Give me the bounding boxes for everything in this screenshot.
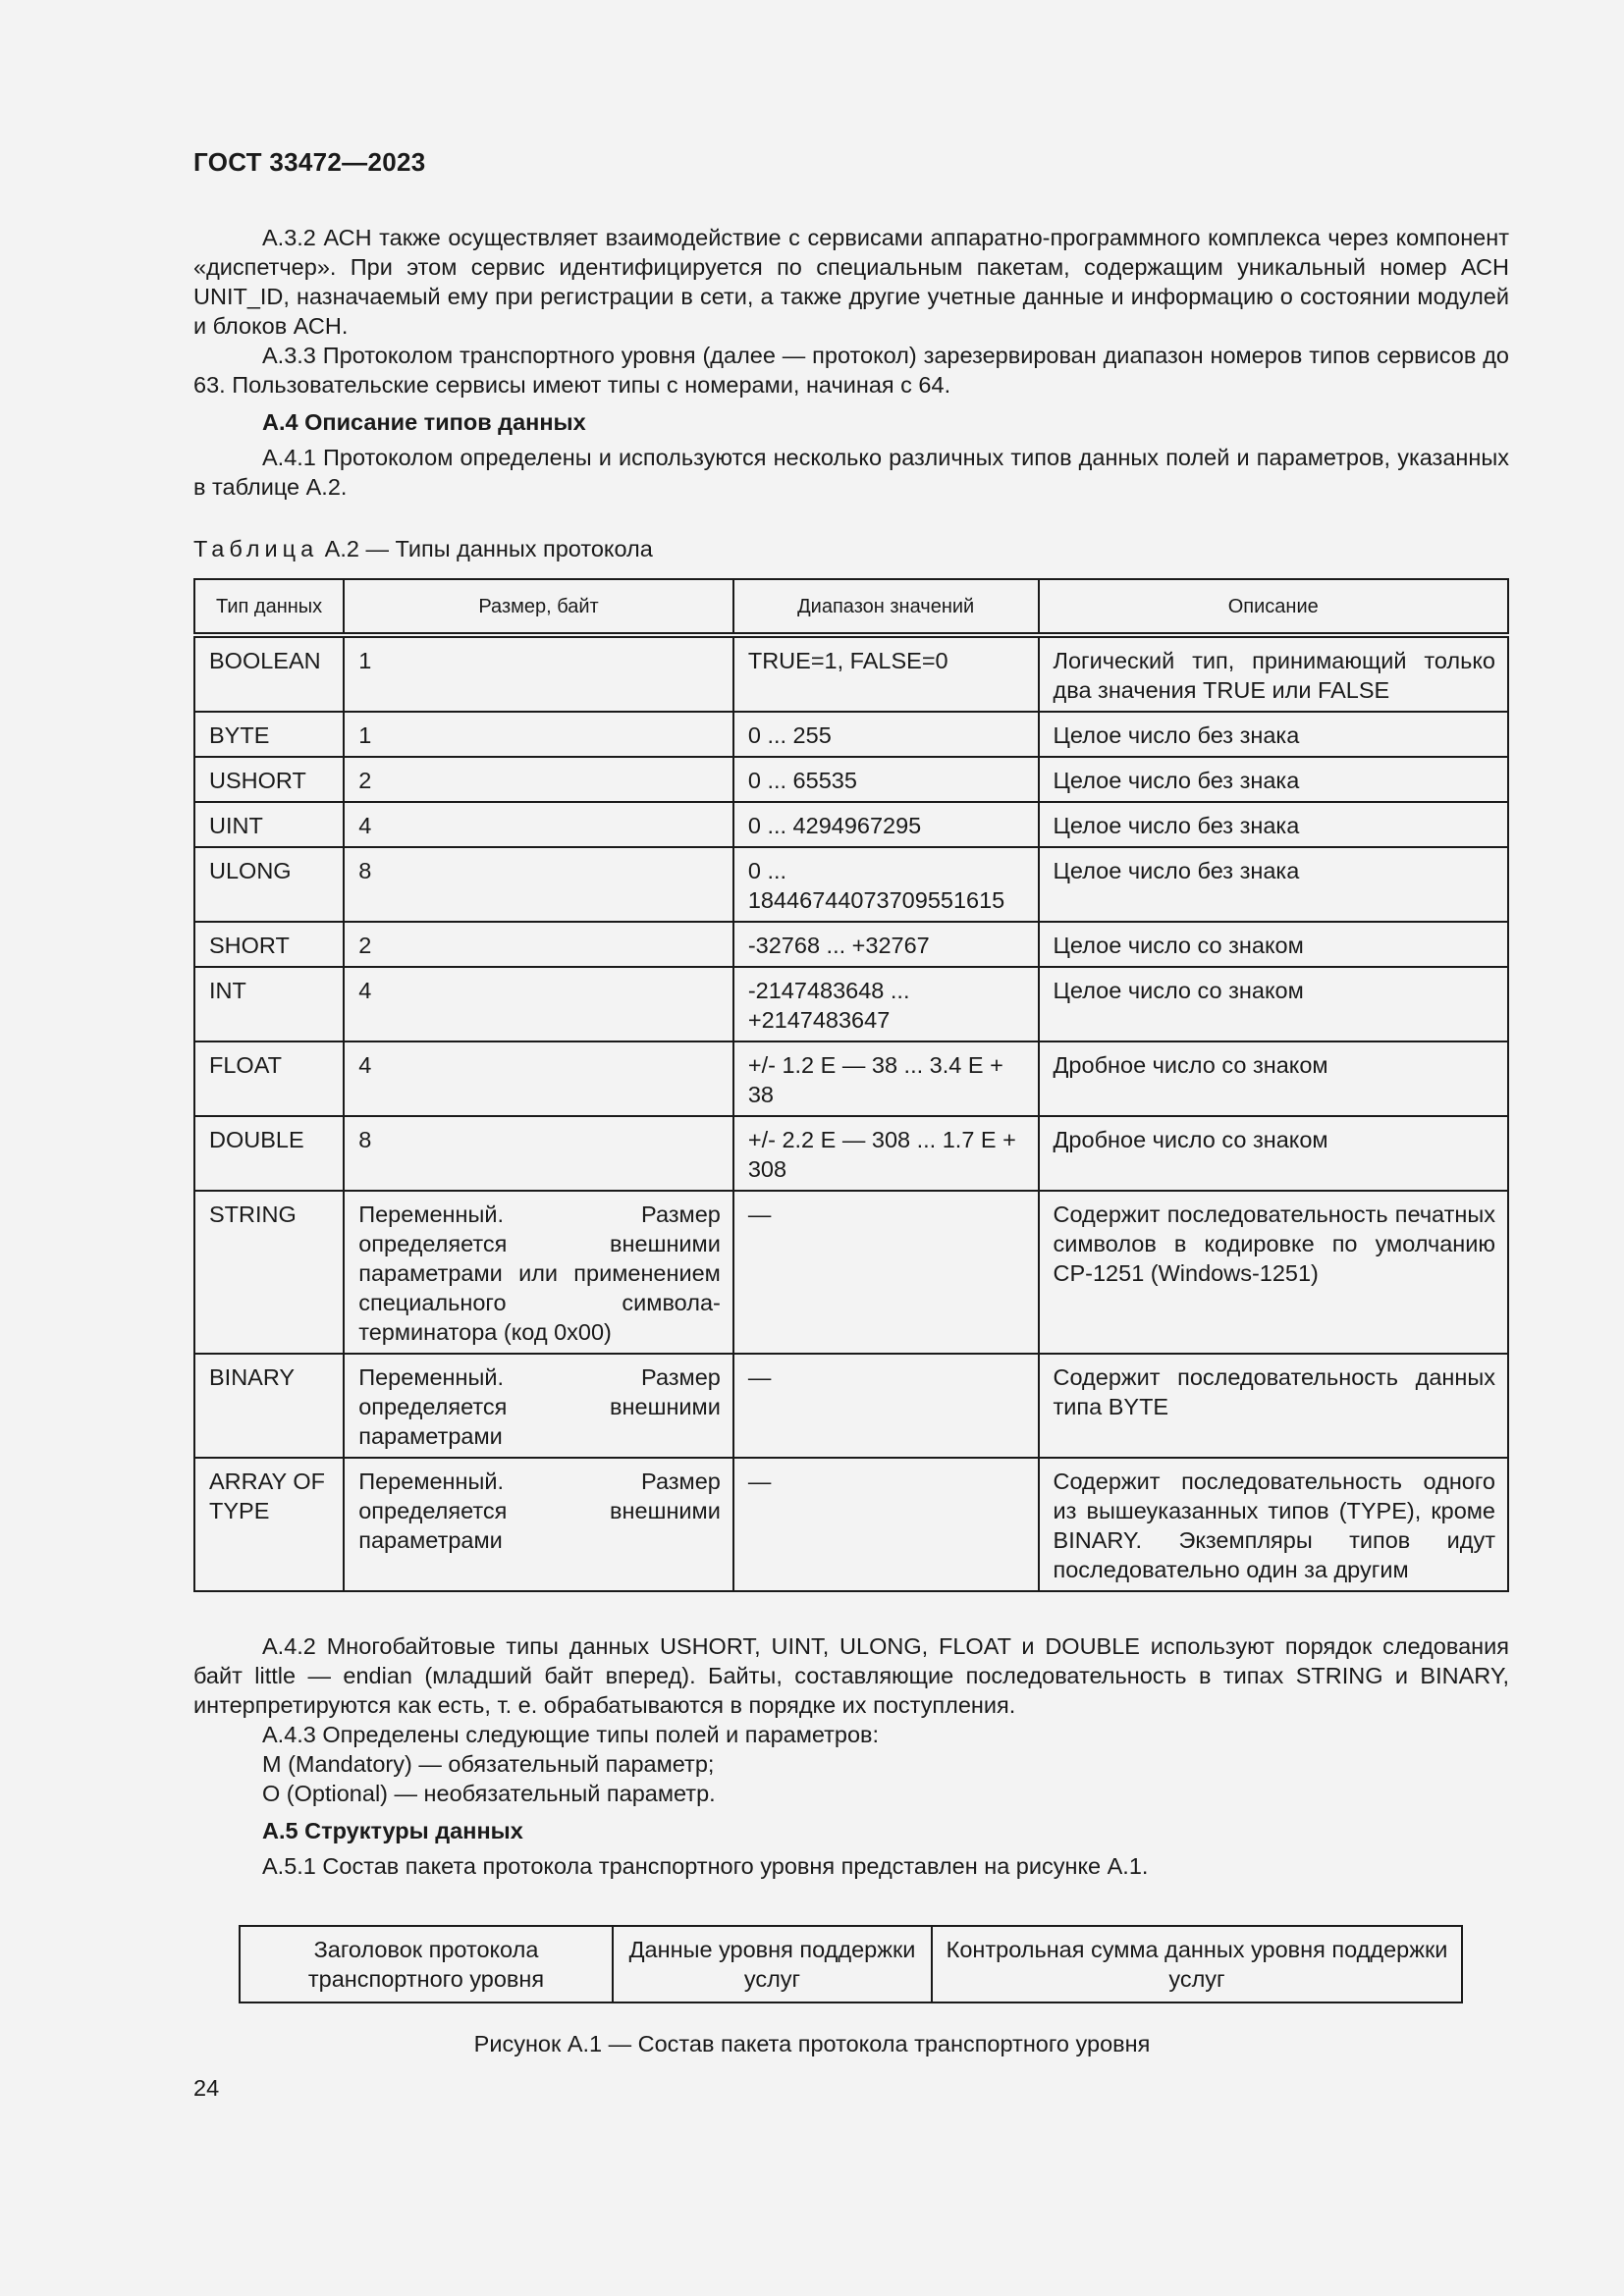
table-row bbox=[194, 1191, 1508, 1354]
cell-size: Переменный. Размер определяется внешними параметрами bbox=[344, 1354, 733, 1458]
cell-range: 0 ... 4294967295 bbox=[733, 802, 1039, 847]
cell-type: SHORT bbox=[194, 922, 344, 967]
cell-description: Целое число без знака bbox=[1039, 757, 1508, 802]
header-range: Диапазон значений bbox=[733, 579, 1039, 635]
cell-range: -2147483648 ... +2147483647 bbox=[733, 967, 1039, 1041]
cell-description: Целое число со знаком bbox=[1039, 922, 1508, 967]
cell-range: 0 ... 255 bbox=[733, 712, 1039, 757]
paragraph-a41: А.4.1 Протоколом определены и используются несколько различных типов данных полей и параметров, указанных в таблице А.2. bbox=[193, 445, 1509, 500]
cell-size: Переменный. Размер определяется внешними параметрами или применением специального символа-терминатора (код 0x00) bbox=[344, 1191, 733, 1354]
cell-type: INT bbox=[194, 967, 344, 1041]
section-heading-a4: А.4 Описание типов данных bbox=[262, 409, 586, 435]
cell-description: Целое число без знака bbox=[1039, 847, 1508, 922]
table-row bbox=[194, 1116, 1508, 1191]
header-type: Тип данных bbox=[194, 579, 344, 635]
cell-size: 2 bbox=[344, 757, 733, 802]
cell-size: 4 bbox=[344, 1041, 733, 1116]
paragraph-a32: А.3.2 АСН также осуществляет взаимодействие с сервисами аппаратно-программного комплекса через компонент «диспетчер». При этом сервис идентифицируется по специальным пакетам, содержащим уникальный номер АСН UNIT_ID, назначаемый ему при регистрации в сети, а также другие учетные данные и информацию о состоянии модулей и блоков АСН. bbox=[193, 225, 1509, 339]
page-number: 24 bbox=[193, 2075, 220, 2101]
cell-type: ARRAY OF TYPE bbox=[194, 1458, 344, 1591]
cell-range: — bbox=[733, 1458, 1039, 1591]
cell-size: 1 bbox=[344, 635, 733, 712]
cell-type: FLOAT bbox=[194, 1041, 344, 1116]
cell-description: Дробное число со знаком bbox=[1039, 1116, 1508, 1191]
paragraph-a33: А.3.3 Протоколом транспортного уровня (далее — протокол) зарезервирован диапазон номеров типов сервисов до 63. Пользовательские сервисы имеют типы с номерами, начиная с 64. bbox=[193, 343, 1509, 398]
cell-range: 0 ... 65535 bbox=[733, 757, 1039, 802]
table-body bbox=[194, 635, 1508, 1591]
table-row bbox=[194, 635, 1508, 712]
figure-caption: Рисунок А.1 — Состав пакета протокола транспортного уровня bbox=[473, 2031, 1151, 2056]
figure-cell-checksum: Контрольная сумма данных уровня поддержки услуг bbox=[932, 1926, 1462, 2002]
paragraph-a43: А.4.3 Определены следующие типы полей и параметров: bbox=[262, 1722, 880, 1747]
cell-description: Содержит последовательность одного из вышеуказанных типов (TYPE), кроме BINARY. Экземпляры типов идут последовательно один за другим bbox=[1039, 1458, 1508, 1591]
cell-description: Дробное число со знаком bbox=[1039, 1041, 1508, 1116]
cell-size: Переменный. Размер определяется внешними параметрами bbox=[344, 1458, 733, 1591]
table-row bbox=[194, 1458, 1508, 1591]
cell-description: Содержит последовательность данных типа BYTE bbox=[1039, 1354, 1508, 1458]
cell-description: Целое число без знака bbox=[1039, 802, 1508, 847]
paragraph-a51: А.5.1 Состав пакета протокола транспортного уровня представлен на рисунке А.1. bbox=[262, 1853, 1149, 1879]
table-row bbox=[194, 757, 1508, 802]
cell-description: Целое число без знака bbox=[1039, 712, 1508, 757]
table-row bbox=[194, 712, 1508, 757]
table-row bbox=[194, 1041, 1508, 1116]
cell-size: 4 bbox=[344, 802, 733, 847]
table-row bbox=[194, 922, 1508, 967]
cell-size: 8 bbox=[344, 1116, 733, 1191]
data-types-table bbox=[193, 578, 1509, 1592]
cell-type: STRING bbox=[194, 1191, 344, 1354]
intro-section bbox=[193, 223, 1509, 502]
cell-size: 8 bbox=[344, 847, 733, 922]
packet-structure-figure bbox=[239, 1925, 1463, 2003]
cell-range: +/- 2.2 E — 308 ... 1.7 E + 308 bbox=[733, 1116, 1039, 1191]
cell-type: DOUBLE bbox=[194, 1116, 344, 1191]
cell-range: +/- 1.2 E — 38 ... 3.4 E + 38 bbox=[733, 1041, 1039, 1116]
figure-cell-data: Данные уровня поддержки услуг bbox=[613, 1926, 932, 2002]
cell-type: BINARY bbox=[194, 1354, 344, 1458]
table-row bbox=[194, 847, 1508, 922]
after-table-section bbox=[193, 1631, 1509, 1881]
table-row bbox=[194, 1354, 1508, 1458]
paragraph-mandatory: М (Mandatory) — обязательный параметр; bbox=[262, 1751, 715, 1777]
table-caption-label: Таблица bbox=[193, 536, 319, 561]
cell-description: Целое число со знаком bbox=[1039, 967, 1508, 1041]
cell-description: Логический тип, принимающий только два значения TRUE или FALSE bbox=[1039, 635, 1508, 712]
document-header: ГОСТ 33472—2023 bbox=[193, 147, 426, 177]
section-heading-a5: А.5 Структуры данных bbox=[262, 1818, 523, 1843]
paragraph-a42: А.4.2 Многобайтовые типы данных USHORT, UINT, ULONG, FLOAT и DOUBLE используют порядок следования байт little — endian (младший байт вперед). Байты, составляющие последовательность в типах STRING и BINARY, интерпретируются как есть, т. е. обрабатываются в порядке их поступления. bbox=[193, 1633, 1509, 1718]
cell-type: UINT bbox=[194, 802, 344, 847]
cell-range: TRUE=1, FALSE=0 bbox=[733, 635, 1039, 712]
cell-size: 1 bbox=[344, 712, 733, 757]
paragraph-optional: О (Optional) — необязательный параметр. bbox=[262, 1781, 716, 1806]
cell-type: BYTE bbox=[194, 712, 344, 757]
table-caption bbox=[193, 536, 653, 562]
cell-range: — bbox=[733, 1191, 1039, 1354]
cell-range: 0 ... 18446744073709551615 bbox=[733, 847, 1039, 922]
cell-size: 4 bbox=[344, 967, 733, 1041]
header-size: Размер, байт bbox=[344, 579, 733, 635]
cell-range: — bbox=[733, 1354, 1039, 1458]
cell-range: -32768 ... +32767 bbox=[733, 922, 1039, 967]
figure-cell-header: Заголовок протокола транспортного уровня bbox=[240, 1926, 613, 2002]
figure-row bbox=[240, 1926, 1462, 2002]
table-row bbox=[194, 967, 1508, 1041]
table-header-row bbox=[194, 579, 1508, 635]
table-row bbox=[194, 802, 1508, 847]
table-caption-text: А.2 — Типы данных протокола bbox=[318, 536, 653, 561]
cell-type: ULONG bbox=[194, 847, 344, 922]
cell-description: Содержит последовательность печатных символов в кодировке по умолчанию CP-1251 (Windows-1251) bbox=[1039, 1191, 1508, 1354]
cell-size: 2 bbox=[344, 922, 733, 967]
cell-type: USHORT bbox=[194, 757, 344, 802]
cell-type: BOOLEAN bbox=[194, 635, 344, 712]
header-description: Описание bbox=[1039, 579, 1508, 635]
